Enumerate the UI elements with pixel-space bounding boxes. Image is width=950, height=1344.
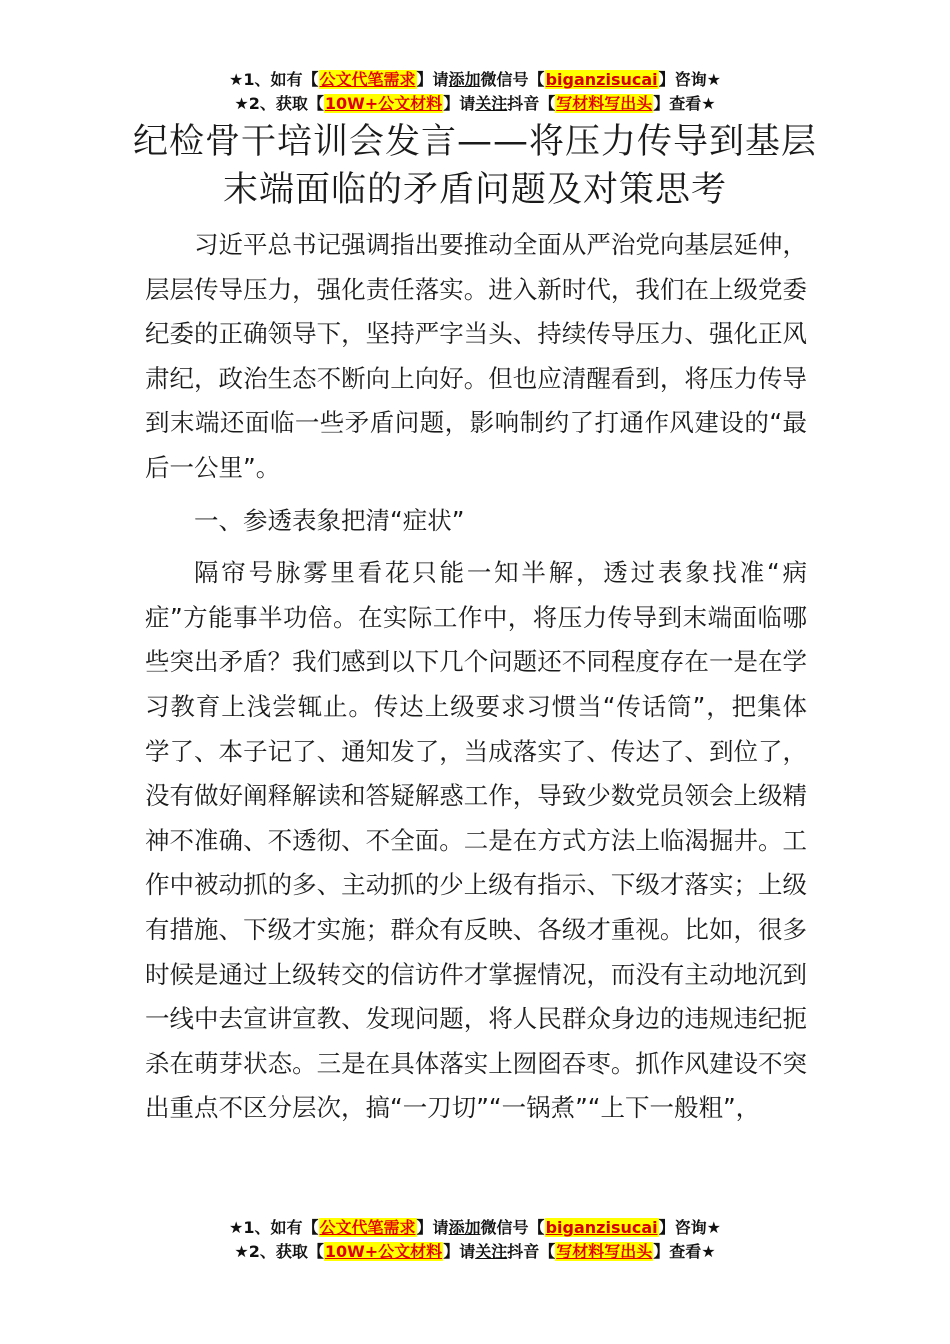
promo-highlight-wechat: biganzisucai (545, 70, 658, 89)
promo-line-2 (0, 92, 950, 116)
section-heading-1: 一、参透表象把清“症状” (194, 505, 465, 535)
promo-text: 】咨询★ (658, 1218, 721, 1237)
paragraph-intro: 习近平总书记强调指出要推动全面从严治党向基层延伸，层层传导压力，强化责任落实。进入新时代，我们在上级党委纪委的正确领导下，坚持严字当头、持续传导压力、强化正风肃纪，政治生态不断向上向好。但也应清醒看到，将压力传导到末端还面临一些矛盾问题，影响制约了打通作风建设的“最后一公里”。 (145, 230, 807, 482)
promo-text: 】请 (416, 1218, 449, 1237)
paragraph-section-1: 隔帘号脉雾里看花只能一知半解，透过表象找准“病症”方能事半功倍。在实际工作中，将压力传导到末端面临哪些突出矛盾？我们感到以下几个问题还不同程度存在一是在学习教育上浅尝辄止。传达上级要求习惯当“传话筒”，把集体学了、本子记了、通知发了，当成落实了、传达了、到位了，没有做好阐释解读和答疑解惑工作，导致少数党员领会上级精神不准确、不透彻、不全面。二是在方式方法上临渴掘井。工作中被动抓的多、主动抓的少上级有指示、下级才落实；上级有措施、下级才实施；群众有反映、各级才重视。比如，很多时候是通过上级转交的信访件才掌握情况，而没有主动地沉到一线中去宣讲宣教、发现问题，将人民群众身边的违规违纪扼杀在萌芽状态。三是在具体落实上囫囵吞枣。抓作风建设不突出重点不区分层次，搞“一刀切”“一锅煮”“上下一般粗”， (145, 558, 807, 1123)
promo-highlight: 10W+公文材料 (324, 1242, 443, 1261)
promo-underline: 关注 (475, 94, 508, 113)
document-body (145, 223, 807, 1131)
promo-highlight: 10W+公文材料 (324, 94, 443, 113)
promo-highlight-wechat: biganzisucai (545, 1218, 658, 1237)
promo-line-1 (0, 68, 950, 92)
promo-text: 】请 (443, 94, 476, 113)
promo-text: 】咨询★ (658, 70, 721, 89)
promo-text: 抖音【 (507, 94, 556, 113)
promo-highlight: 公文代笔需求 (319, 70, 416, 89)
promo-underline: 关注 (475, 1242, 508, 1261)
title-line-1: 纪检骨干培训会发言——将压力传导到基层 (132, 122, 817, 162)
promo-text: ★1、如有【 (229, 1218, 319, 1237)
promo-underline: 添加 (448, 70, 481, 89)
title-line-2: 末端面临的矛盾问题及对策思考 (222, 170, 727, 210)
promo-highlight: 写材料写出头 (556, 1242, 653, 1261)
promo-text: 微信号【 (480, 1218, 545, 1237)
promo-text: ★1、如有【 (229, 70, 319, 89)
promo-text: 微信号【 (480, 70, 545, 89)
promo-line-2 (0, 1240, 950, 1264)
promo-highlight: 写材料写出头 (556, 94, 653, 113)
promo-highlight: 公文代笔需求 (319, 1218, 416, 1237)
promo-banner-bottom (0, 1216, 950, 1264)
promo-text: 】查看★ (653, 94, 716, 113)
promo-text: 】请 (443, 1242, 476, 1261)
promo-banner-top (0, 68, 950, 116)
promo-text: 抖音【 (507, 1242, 556, 1261)
promo-text: ★2、获取【 (234, 94, 324, 113)
promo-underline: 添加 (448, 1218, 481, 1237)
promo-text: 】请 (416, 70, 449, 89)
promo-line-1 (0, 1216, 950, 1240)
promo-text: ★2、获取【 (234, 1242, 324, 1261)
document-title (0, 118, 950, 214)
promo-text: 】查看★ (653, 1242, 716, 1261)
